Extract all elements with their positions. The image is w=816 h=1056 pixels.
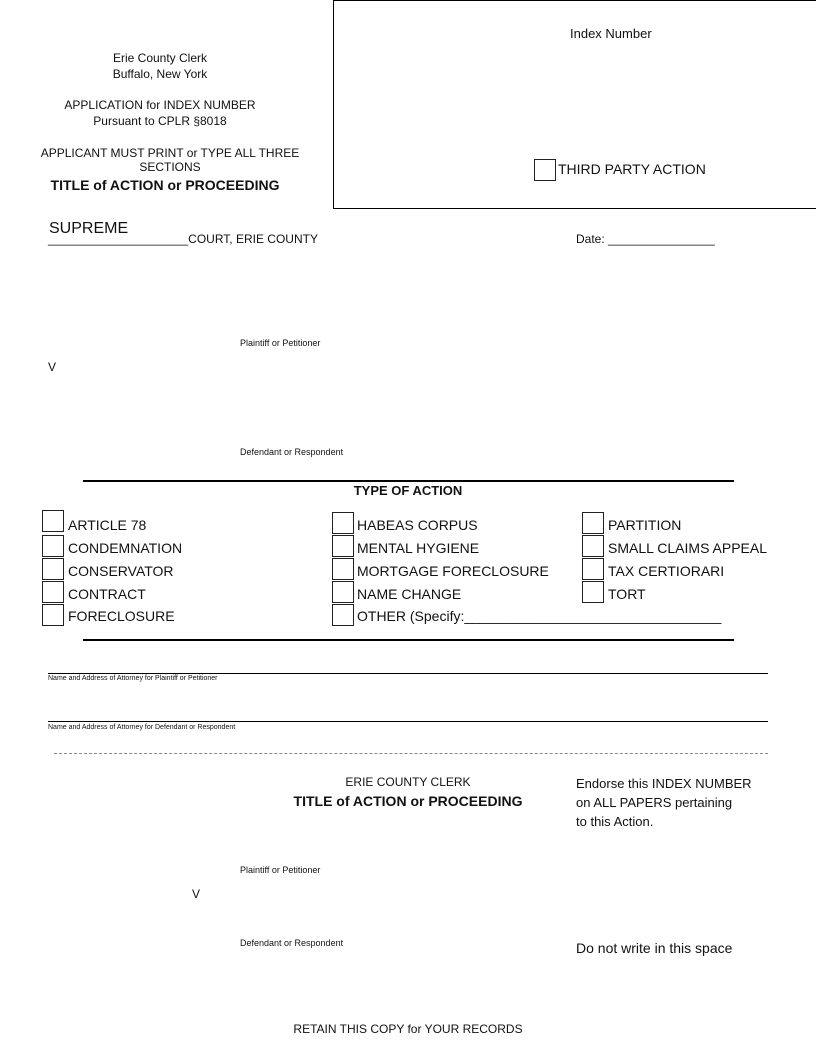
- clerk-line1: Erie County Clerk: [112, 51, 208, 65]
- foreclosure-label: FORECLOSURE: [68, 608, 175, 624]
- court-suffix: COURT, ERIE COUNTY: [188, 232, 318, 246]
- third-party-label: THIRD PARTY ACTION: [558, 161, 706, 177]
- defendant-attorney-line[interactable]: [48, 721, 768, 722]
- index-number-box: [333, 0, 816, 209]
- mortgage-foreclosure-label: MORTGAGE FORECLOSURE: [357, 563, 549, 579]
- cut-line: [54, 753, 768, 754]
- article-78-checkbox[interactable]: [42, 510, 64, 532]
- retain-copy-note: RETAIN THIS COPY for YOUR RECORDS: [293, 1022, 523, 1036]
- stub-versus: V: [192, 887, 201, 901]
- do-not-write-note: Do not write in this space: [576, 940, 733, 956]
- stub-title-heading: TITLE of ACTION or PROCEEDING: [293, 793, 523, 809]
- defendant-label: Defendant or Respondent: [240, 447, 344, 457]
- applicant-instruction: APPLICANT MUST PRINT or TYPE ALL THREE SECTIONS: [40, 146, 300, 174]
- tort-checkbox[interactable]: [582, 581, 604, 603]
- index-number-label: Index Number: [570, 26, 652, 41]
- date-field[interactable]: Date: ________________: [576, 232, 715, 246]
- endorse-line3: to this Action.: [576, 814, 654, 829]
- plaintiff-attorney-label: Name and Address of Attorney for Plaintiff or Petitioner: [48, 675, 218, 682]
- small-claims-appeal-label: SMALL CLAIMS APPEAL: [608, 540, 767, 556]
- other-specify-field[interactable]: OTHER (Specify:_________________________________: [357, 608, 722, 624]
- partition-label: PARTITION: [608, 517, 682, 533]
- condemnation-checkbox[interactable]: [42, 535, 64, 557]
- name-change-checkbox[interactable]: [332, 581, 354, 603]
- plaintiff-attorney-line[interactable]: [48, 673, 768, 674]
- stub-plaintiff-label: Plaintiff or Petitioner: [240, 865, 321, 875]
- foreclosure-checkbox[interactable]: [42, 604, 64, 626]
- title-heading: TITLE of ACTION or PROCEEDING: [50, 177, 280, 193]
- endorse-note: [576, 774, 752, 831]
- contract-checkbox[interactable]: [42, 581, 64, 603]
- other-checkbox[interactable]: [332, 604, 354, 626]
- stub-clerk: ERIE COUNTY CLERK: [345, 775, 471, 789]
- tax-certiorari-label: TAX CERTIORARI: [608, 563, 725, 579]
- conservator-checkbox[interactable]: [42, 558, 64, 580]
- mental-hygiene-label: MENTAL HYGIENE: [357, 540, 480, 556]
- court-line: [48, 232, 318, 246]
- defendant-attorney-label: Name and Address of Attorney for Defendant or Respondent: [48, 724, 236, 731]
- partition-checkbox[interactable]: [582, 512, 604, 534]
- type-of-action-bottom-rule: [83, 639, 734, 641]
- contract-label: CONTRACT: [68, 586, 146, 602]
- tort-label: TORT: [608, 586, 646, 602]
- clerk-line2: Buffalo, New York: [112, 67, 208, 81]
- name-change-label: NAME CHANGE: [357, 586, 462, 602]
- versus: V: [48, 360, 57, 374]
- endorse-line2: on ALL PAPERS pertaining: [576, 795, 733, 810]
- type-of-action-heading: TYPE OF ACTION: [353, 483, 463, 498]
- conservator-label: CONSERVATOR: [68, 563, 174, 579]
- habeas-corpus-checkbox[interactable]: [332, 512, 354, 534]
- plaintiff-label: Plaintiff or Petitioner: [240, 338, 321, 348]
- mortgage-foreclosure-checkbox[interactable]: [332, 558, 354, 580]
- habeas-corpus-label: HABEAS CORPUS: [357, 517, 478, 533]
- stub-defendant-label: Defendant or Respondent: [240, 938, 344, 948]
- endorse-line1: Endorse this INDEX NUMBER: [576, 776, 752, 791]
- application-line1: APPLICATION for INDEX NUMBER: [64, 98, 256, 112]
- court-input[interactable]: SUPREME: [49, 220, 129, 237]
- third-party-checkbox[interactable]: [534, 159, 556, 181]
- mental-hygiene-checkbox[interactable]: [332, 535, 354, 557]
- small-claims-appeal-checkbox[interactable]: [582, 535, 604, 557]
- court-blank: _____________________: [48, 232, 189, 246]
- condemnation-label: CONDEMNATION: [68, 540, 183, 556]
- tax-certiorari-checkbox[interactable]: [582, 558, 604, 580]
- application-line2: Pursuant to CPLR §8018: [93, 114, 227, 128]
- application-title: [40, 97, 280, 129]
- clerk-name: [60, 50, 260, 82]
- type-of-action-top-rule: [83, 480, 734, 482]
- article-78-label: ARTICLE 78: [68, 517, 147, 533]
